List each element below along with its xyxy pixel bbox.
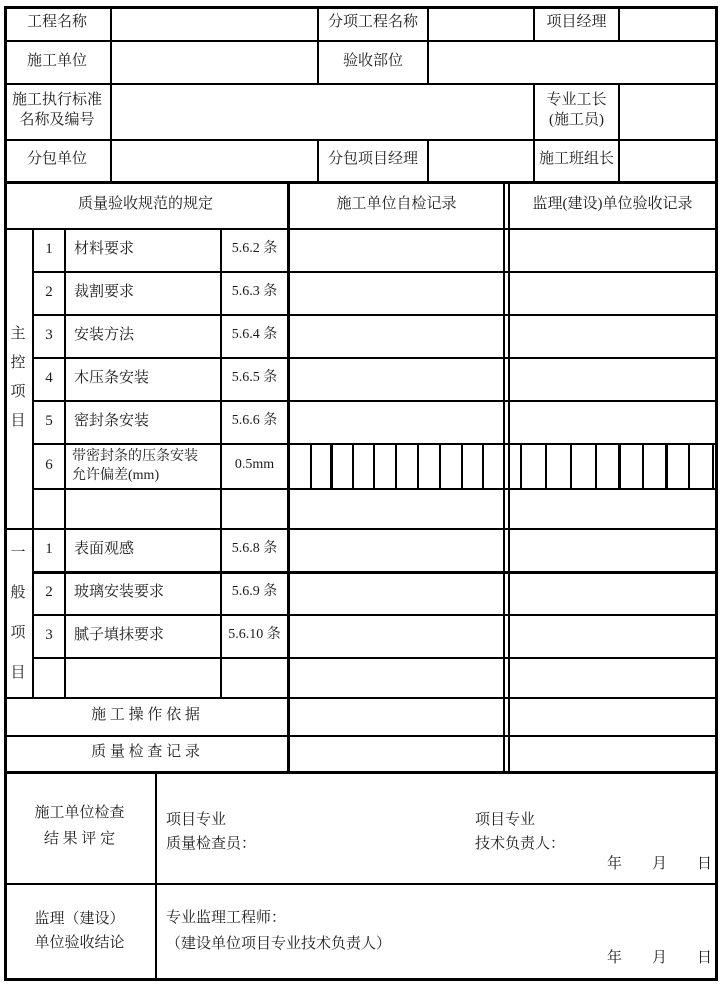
row-clause: 5.6.9 条 (231, 584, 278, 600)
owner-representative-line: （建设单位项目专业技术负责人） (166, 936, 392, 952)
supervisor-cell[interactable] (510, 699, 714, 735)
supervision-conclusion-label-line2: 单位验收结论 (34, 935, 125, 951)
acceptance-part-label: 验收部位 (342, 52, 403, 69)
crew-leader-input-cell[interactable] (620, 141, 715, 181)
row-clause: 5.6.6 条 (231, 413, 278, 429)
supervisor-cell[interactable] (510, 616, 714, 657)
supervision-conclusion-label (4, 883, 155, 981)
date-line: 年 月 日 (606, 856, 712, 872)
tech-leader-line2: 技术负责人： (475, 836, 566, 852)
sub-project-name-label: 分项工程名称 (327, 14, 418, 31)
execution-standard-input-cell[interactable] (112, 85, 533, 139)
category-general-text: 一般项目 (10, 544, 26, 681)
row-clause: 5.6.8 条 (231, 541, 278, 557)
foreman-label-line2: (施工员) (549, 112, 604, 128)
self-check-cell[interactable] (290, 699, 502, 735)
supervision-engineer-signature-label (166, 905, 391, 957)
self-check-cell[interactable] (290, 574, 502, 614)
row-number: 2 (45, 583, 53, 600)
self-check-cell[interactable] (290, 230, 502, 271)
operation-basis-label: 施 工 操 作 依 据 (91, 707, 200, 724)
sub-manager-label: 分包项目经理 (327, 151, 418, 168)
supervision-conclusion-label-line1: 监理（建设） (34, 911, 125, 928)
sub-project-name-input-cell[interactable] (429, 9, 533, 40)
row-item: 带密封条的压条安装允许偏差(mm) (72, 448, 198, 483)
subcontractor-input-cell[interactable] (112, 141, 317, 181)
border-line (715, 6, 718, 981)
project-name-input-cell[interactable] (112, 9, 317, 40)
self-check-cell[interactable] (290, 490, 502, 528)
crew-leader-label: 施工班组长 (538, 151, 614, 168)
self-check-cell[interactable] (290, 316, 502, 357)
row-number: 2 (45, 283, 53, 300)
supervisor-cell[interactable] (510, 359, 714, 400)
self-check-cell[interactable] (290, 273, 502, 314)
row-item: 安装方法 (74, 326, 135, 343)
row-number: 3 (45, 326, 53, 343)
supervisor-cell[interactable] (510, 230, 714, 271)
row-item: 材料要求 (74, 240, 135, 257)
self-check-cell[interactable] (290, 359, 502, 400)
supervisor-cell[interactable] (510, 574, 714, 614)
self-check-deviation-grid[interactable] (290, 445, 502, 488)
supervisor-cell[interactable] (510, 659, 714, 697)
check-result-label (4, 771, 155, 883)
project-manager-input-cell[interactable] (620, 9, 715, 40)
quality-inspector-line2: 质量检查员： (166, 836, 257, 852)
execution-standard-label (4, 83, 110, 139)
project-name-label: 工程名称 (26, 14, 87, 31)
supervisor-cell[interactable] (510, 737, 714, 771)
foreman-label (535, 83, 618, 139)
supervisor-deviation-grid[interactable] (510, 445, 714, 488)
self-check-cell[interactable] (290, 737, 502, 771)
quality-inspector-line1: 项目专业 (166, 812, 227, 828)
quality-inspector-signature-label (166, 808, 256, 856)
row-clause: 5.6.5 条 (231, 370, 278, 386)
row-item: 密封条安装 (74, 412, 150, 429)
row-number: 6 (45, 456, 53, 473)
column-header-spec: 质量验收规范的规定 (77, 195, 213, 212)
subcontractor-label: 分包单位 (26, 151, 87, 168)
row-clause: 0.5mm (234, 457, 275, 473)
row-clause: 5.6.3 条 (231, 284, 278, 300)
acceptance-part-input-cell[interactable] (429, 42, 715, 83)
row-item: 腻子填抹要求 (74, 626, 165, 643)
row-item: 木压条安装 (74, 369, 150, 386)
foreman-label-line1: 专业工长 (546, 92, 607, 109)
quality-record-label: 质 量 检 查 记 录 (91, 744, 200, 761)
row-clause: 5.6.2 条 (231, 241, 278, 257)
row-item: 裁割要求 (74, 283, 135, 300)
grid-line (503, 181, 505, 771)
check-result-label-line2: 结 果 评 定 (43, 831, 116, 847)
check-result-label-line1: 施工单位检查 (34, 805, 125, 822)
column-header-supervisor: 监理(建设)单位验收记录 (532, 195, 693, 212)
row-clause: 5.6.10 条 (228, 627, 281, 643)
supervision-engineer-line: 专业监理工程师： (166, 910, 287, 926)
self-check-cell[interactable] (290, 659, 502, 697)
row-number: 1 (45, 540, 53, 557)
category-main-control (4, 228, 32, 528)
supervisor-cell[interactable] (510, 273, 714, 314)
row-clause: 5.6.4 条 (231, 327, 278, 343)
category-main-control-text: 主控项目 (10, 326, 26, 429)
supervisor-cell[interactable] (510, 490, 714, 528)
row-number: 5 (45, 412, 53, 429)
tech-leader-signature-label (475, 808, 565, 856)
project-manager-label: 项目经理 (546, 14, 607, 31)
row-item: 表面观感 (74, 540, 135, 557)
category-general (4, 528, 32, 697)
tech-leader-line1: 项目专业 (475, 812, 536, 828)
foreman-input-cell[interactable] (620, 85, 715, 139)
self-check-cell[interactable] (290, 616, 502, 657)
row-number: 4 (45, 369, 53, 386)
construction-unit-input-cell[interactable] (112, 42, 317, 83)
row-number: 3 (45, 626, 53, 643)
supervisor-cell[interactable] (510, 530, 714, 571)
row-number: 1 (45, 240, 53, 257)
self-check-cell[interactable] (290, 402, 502, 443)
self-check-cell[interactable] (290, 530, 502, 571)
column-header-self-check: 施工单位自检记录 (336, 195, 457, 212)
supervisor-cell[interactable] (510, 402, 714, 443)
supervisor-cell[interactable] (510, 316, 714, 357)
sub-manager-input-cell[interactable] (429, 141, 533, 181)
date-line: 年 月 日 (606, 950, 712, 966)
execution-standard-label-line1: 施工执行标准 (11, 92, 102, 109)
row-item: 玻璃安装要求 (74, 583, 165, 600)
construction-unit-label: 施工单位 (26, 52, 87, 69)
execution-standard-label-line2: 名称及编号 (19, 112, 95, 128)
